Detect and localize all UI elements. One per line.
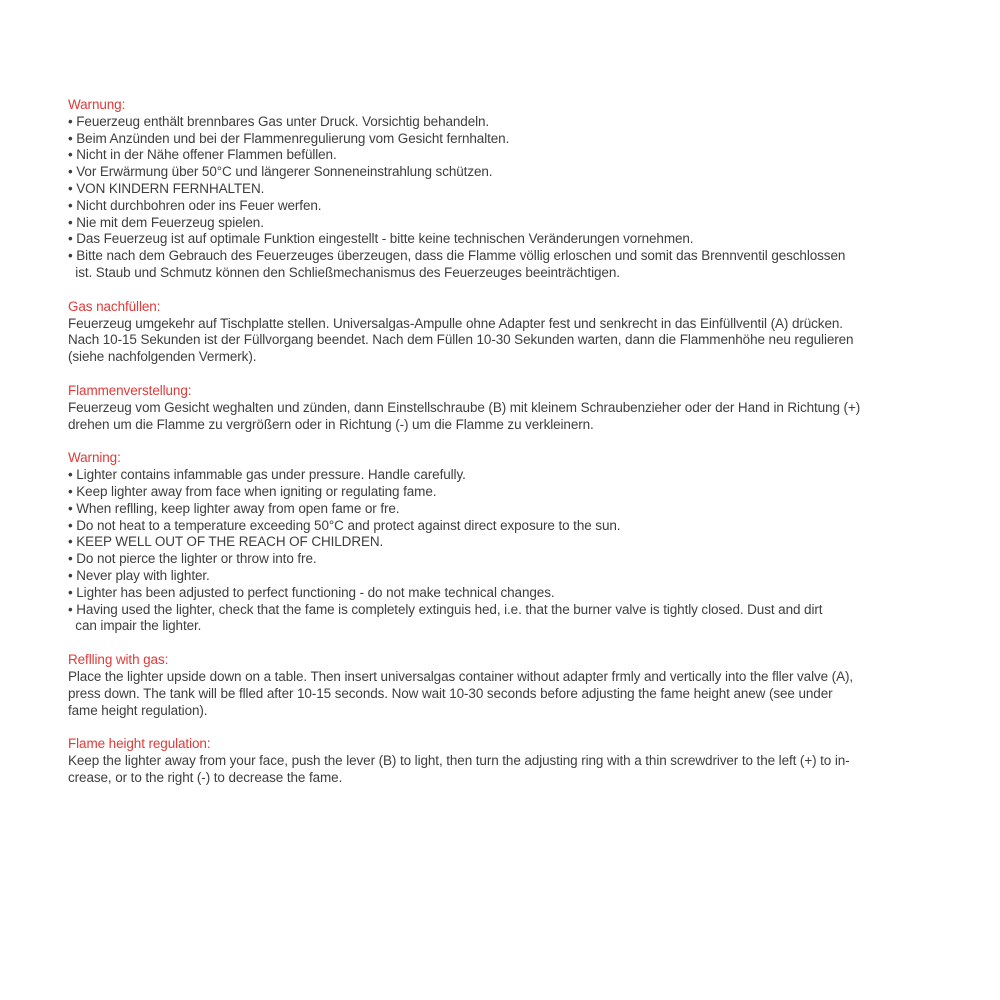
section-heading: Gas nachfüllen: (68, 298, 161, 314)
text-line: • Do not pierce the lighter or throw into fre. (68, 551, 317, 567)
instruction-section (68, 383, 978, 433)
text-line: • Having used the lighter, check that the fame is completely extinguis hed, i.e. that the burner valve is tightly closed. Dust and dirt (68, 601, 823, 617)
section-heading: Flammenverstellung: (68, 382, 192, 398)
text-line: ist. Staub und Schmutz können den Schließmechanismus des Feuerzeuges beeinträchtigen. (68, 264, 620, 280)
text-line: Feuerzeug umgekehr auf Tischplatte stellen. Universalgas-Ampulle ohne Adapter fest und senkrecht in das Einfüllventil (A) drücken. (68, 315, 843, 331)
instruction-section (68, 450, 978, 635)
text-line: • Nie mit dem Feuerzeug spielen. (68, 214, 264, 230)
text-line: • Do not heat to a temperature exceeding 50°C and protect against direct exposure to the sun. (68, 517, 621, 533)
text-line: Nach 10-15 Sekunden ist der Füllvorgang beendet. Nach dem Füllen 10-30 Sekunden warten, dann die Flammenhöhe neu regulieren (68, 332, 854, 348)
document-page (68, 97, 978, 804)
text-line: • When reflling, keep lighter away from open fame or fre. (68, 500, 400, 516)
instruction-section (68, 299, 978, 366)
section-lines (68, 467, 978, 635)
section-lines (68, 114, 978, 282)
instruction-section (68, 736, 978, 786)
text-line: crease, or to the right (-) to decrease the fame. (68, 769, 343, 785)
text-line: • Das Feuerzeug ist auf optimale Funktion eingestellt - bitte keine technischen Veränderungen vornehmen. (68, 231, 694, 247)
section-lines (68, 753, 978, 787)
text-line: • Lighter has been adjusted to perfect functioning - do not make technical changes. (68, 584, 555, 600)
text-line: • Bitte nach dem Gebrauch des Feuerzeuges überzeugen, dass die Flamme völlig erloschen und somit das Brennventil geschlossen (68, 248, 846, 264)
instruction-section (68, 652, 978, 719)
text-line: press down. The tank will be flled after 10-15 seconds. Now wait 10-30 seconds before adjusting the fame height anew (see under (68, 685, 833, 701)
text-line: (siehe nachfolgenden Vermerk). (68, 349, 257, 365)
text-line: • Never play with lighter. (68, 567, 210, 583)
text-line: • Beim Anzünden und bei der Flammenregulierung vom Gesicht fernhalten. (68, 130, 510, 146)
text-line: Place the lighter upside down on a table. Then insert universalgas container without adapter frmly and vertically into the fller valve (A), (68, 668, 854, 684)
text-line: • KEEP WELL OUT OF THE REACH OF CHILDREN. (68, 534, 384, 550)
text-line: drehen um die Flamme zu vergrößern oder in Richtung (-) um die Flamme zu verkleinern. (68, 416, 594, 432)
section-lines (68, 316, 978, 366)
text-line: fame height regulation). (68, 702, 208, 718)
section-heading: Flame height regulation: (68, 736, 211, 752)
text-line: • Nicht durchbohren oder ins Feuer werfen. (68, 197, 322, 213)
section-lines (68, 400, 978, 434)
text-line: • Vor Erwärmung über 50°C und längerer Sonneneinstrahlung schützen. (68, 164, 493, 180)
text-line: • Lighter contains infammable gas under pressure. Handle carefully. (68, 467, 466, 483)
section-heading: Warnung: (68, 97, 126, 112)
text-line: • VON KINDERN FERNHALTEN. (68, 180, 265, 196)
section-heading: Warning: (68, 450, 121, 466)
text-line: • Keep lighter away from face when igniting or regulating fame. (68, 483, 437, 499)
section-heading: Reflling with gas: (68, 652, 169, 668)
text-line: • Feuerzeug enthält brennbares Gas unter Druck. Vorsichtig behandeln. (68, 113, 490, 129)
text-line: Feuerzeug vom Gesicht weghalten und zünden, dann Einstellschraube (B) mit kleinem Schraubenzieher oder der Hand in Richtung (+) (68, 399, 861, 415)
instruction-section (68, 97, 978, 282)
section-lines (68, 669, 978, 719)
text-line: Keep the lighter away from your face, push the lever (B) to light, then turn the adjusting ring with a thin screwdriver to the left (+) to in- (68, 753, 850, 769)
text-line: • Nicht in der Nähe offener Flammen befüllen. (68, 147, 337, 163)
text-line: can impair the lighter. (68, 618, 202, 634)
